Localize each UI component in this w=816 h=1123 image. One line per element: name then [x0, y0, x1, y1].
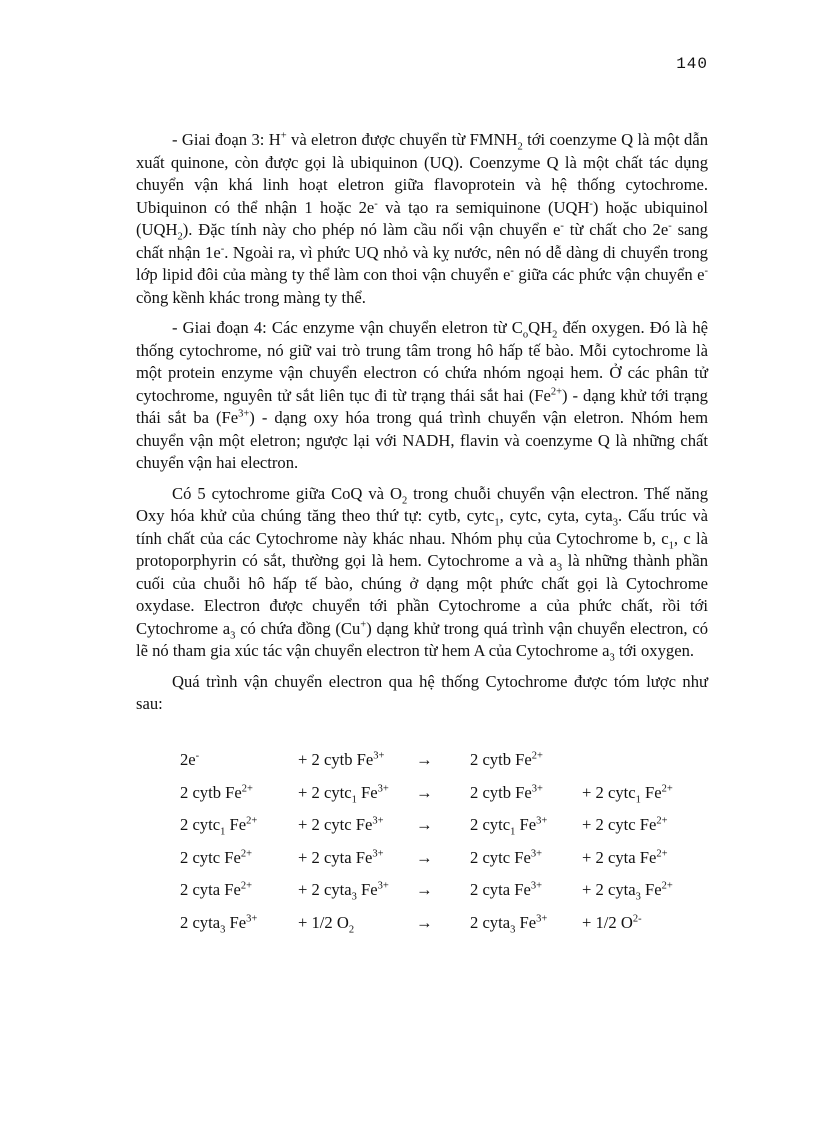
equation-product-1: 2 cytc $Fe^{3+}$: [470, 847, 542, 867]
equation-row: [180, 815, 702, 848]
reaction-arrow: →: [416, 847, 433, 867]
equation-reactant-2: + 2 cytc$_1$ $Fe^{3+}$: [298, 782, 389, 805]
page-number: 140: [676, 55, 708, 73]
equation-reactant-2: + 2 cyta$_3$ $Fe^{3+}$: [298, 880, 389, 903]
paragraph-cytochromes: Có 5 cytochrome giữa CoQ và $O_2$ trong chuỗi chuyển vận electron. Thế năng Oxy hóa khử của chúng tăng theo thứ tự: cytb, cytc$_1$, cytc, cyta, cyta$_3$. Cấu trúc và tính chất của các Cytochrome này khác nhau. Nhóm phụ của Cytochrome b, $c_1$, c là protoporphyrin có sắt, thường gọi là hem. Cytochrome a và $a_3$ là những thành phần cuối của chuỗi hô hấp tế bào, chúng ở dạng một phức chất gọi là Cytochrome oxydase. Electron được chuyển tới phần Cytochrome a của phức chất, rồi tới Cytochrome $a_3$ có chứa đồng (Cu+) dạng khử trong quá trình vận chuyển electron, có lẽ nó tham gia xúc tác vận chuyển electron từ hem A của Cytochrome $a_3$ tới oxygen.: [136, 483, 708, 664]
paragraph-stage-3: - Giai đoạn 3: H+ và eletron được chuyển từ $FMNH_2$ tới coenzyme Q là một dẫn xuất quinone, còn được gọi là ubiquinon (UQ). Coenzyme Q là một chất tác dụng chuyển vận khá linh hoạt eletron giữa flavoprotein và hệ thống cytochrome. Ubiquinon có thể nhận 1 hoặc 2e- và tạo ra semiquinone (UQH-) hoặc ubiquinol $(UQH_2)$. Đặc tính này cho phép nó làm cầu nối vận chuyển e- từ chất cho 2e- sang chất nhận 1e-. Ngoài ra, vì phức UQ nhỏ và kỵ nước, nên nó dễ dàng di chuyển trong lớp lipid đôi của màng ty thể làm con thoi vận chuyển e- giữa các phức vận chuyển e- cồng kềnh khác trong màng ty thể.: [136, 130, 708, 307]
equation-product-1: 2 cytc$_1$ $Fe^{3+}$: [470, 815, 548, 838]
paragraph-stage-4: - Giai đoạn 4: Các enzyme vận chuyển eletron từ $C_oQH_2$ đến oxygen. Đó là hệ thống cytochrome, nó giữ vai trò trung tâm trong hô hấp tế bào. Mỗi cytochrome là một protein enzyme vận chuyển electron có chứa nhóm ngoại hem. Ở các phân tử cytochrome, nguyên tử sắt liên tục đi từ trạng thái sắt hai $(Fe^{2+})$ - dạng khử tới trạng thái sắt ba $(Fe^{3+})$ - dạng oxy hóa trong quá trình chuyển vận eletron. Nhóm hem chuyển vận một eletron; ngược lại với NADH, flavin và coenzyme Q là những chất chuyển vận hai electron.: [136, 318, 708, 472]
equation-product-2: + 2 cytc$_1$ $Fe^{2+}$: [582, 782, 673, 805]
equation-reactant-2: + 2 cytc $Fe^{3+}$: [298, 815, 384, 834]
equation-reactant-1: 2 cytc $Fe^{2+}$: [180, 847, 252, 867]
equation-reactant-1: 2 cytc$_1$ $Fe^{2+}$: [180, 815, 258, 838]
equation-product-1: 2 cytb $Fe^{2+}$: [470, 750, 543, 769]
equation-product-2: + 2 cyta $Fe^{2+}$: [582, 847, 668, 867]
reaction-arrow: →: [416, 815, 433, 834]
body-text: [136, 129, 708, 724]
equation-list: [180, 750, 702, 945]
equation-product-2: + 2 cyta$_3$ $Fe^{2+}$: [582, 880, 673, 903]
equation-reactant-1: 2 cytb $Fe^{2+}$: [180, 782, 253, 802]
equation-row: [180, 750, 702, 783]
reaction-arrow: →: [416, 880, 433, 899]
paragraph-summary-intro: Quá trình vận chuyển electron qua hệ thống Cytochrome được tóm lược như sau:: [136, 671, 708, 713]
reaction-arrow: →: [416, 912, 433, 932]
equation-row: [180, 913, 702, 946]
equation-product-2: + 1/2 $O^{2-}$: [582, 912, 642, 932]
reaction-arrow: →: [416, 782, 433, 802]
equation-row: [180, 783, 702, 816]
equation-reactant-2: + 1/2 $O_2$: [298, 912, 355, 935]
equation-product-1: 2 cyta $Fe^{3+}$: [470, 880, 542, 899]
equation-product-2: + 2 cytc $Fe^{2+}$: [582, 815, 668, 834]
reaction-arrow: →: [416, 750, 433, 769]
equation-row: [180, 848, 702, 881]
equation-reactant-1: 2 cyta$_3$ $Fe^{3+}$: [180, 912, 258, 935]
equation-reactant-1: 2e-: [180, 750, 200, 769]
equation-product-1: 2 cyta$_3$ $Fe^{3+}$: [470, 912, 548, 935]
equation-reactant-2: + 2 cytb $Fe^{3+}$: [298, 750, 385, 769]
equation-row: [180, 880, 702, 913]
equation-reactant-1: 2 cyta $Fe^{2+}$: [180, 880, 252, 899]
equation-product-1: 2 cytb $Fe^{3+}$: [470, 782, 543, 802]
equation-reactant-2: + 2 cyta $Fe^{3+}$: [298, 847, 384, 867]
